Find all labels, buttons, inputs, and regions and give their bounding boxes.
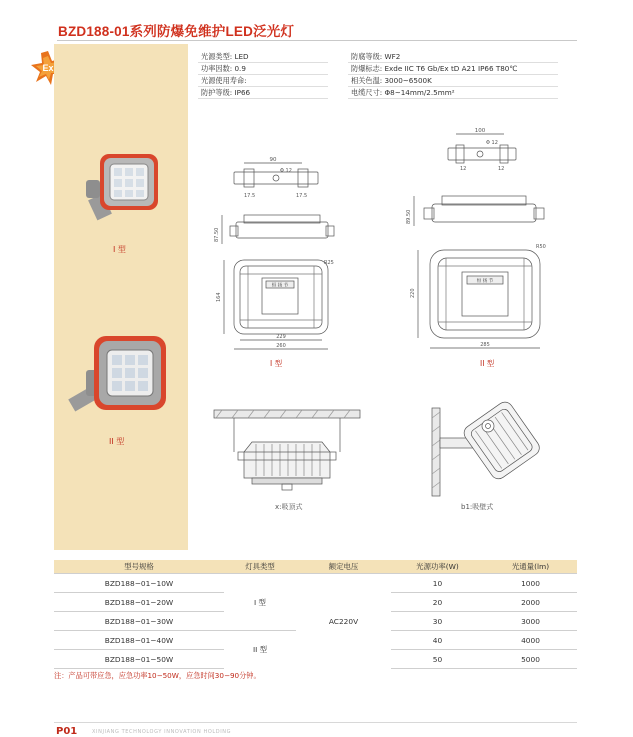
dim2-b: 12: [498, 166, 505, 172]
dim2-w1: 285: [480, 342, 490, 348]
cell-power: 40: [391, 631, 484, 650]
product-label-type1: I 型: [113, 245, 126, 254]
drawing-type2: [404, 126, 554, 354]
dim1-w1: 229: [276, 334, 286, 340]
cell-power: 20: [391, 593, 484, 612]
table-header: 额定电压: [296, 560, 391, 574]
cell-flux: 4000: [484, 631, 577, 650]
ceiling-mount-drawing: [212, 408, 362, 498]
wall-mount-drawing: [430, 388, 540, 498]
ceiling-mount-caption: x:吸顶式: [275, 503, 303, 511]
cell-model: BZD188−01−40W: [54, 631, 224, 650]
dim1-h: 87.50: [214, 227, 220, 242]
spec-rule: [198, 86, 328, 87]
spec-rule: [198, 62, 328, 63]
spec-rule: [198, 74, 328, 75]
dim2-h: 89.50: [406, 209, 412, 224]
cell-power: 10: [391, 574, 484, 593]
spec-rule: [348, 74, 558, 75]
cell-type-group: I 型: [224, 574, 296, 631]
dim1-a: 17.5: [244, 193, 256, 199]
spec-lifespan: 光源使用寿命:: [201, 76, 247, 85]
spec-ip-rating: 防护等级: IP66: [201, 88, 251, 97]
dim1-top: 90: [269, 157, 277, 163]
dim1-hh: 164: [216, 292, 222, 302]
spec-rule: [198, 98, 328, 99]
spec-rule: [348, 98, 558, 99]
cell-power: 30: [391, 612, 484, 631]
dim1-w2: 260: [276, 343, 286, 349]
cell-flux: 2000: [484, 593, 577, 612]
emergency-note: 注：产品可带应急，应急功率10−50W，应急时间30−90分钟。: [54, 671, 261, 680]
footer-rule: [54, 722, 577, 723]
dim1-r: R25: [324, 260, 334, 266]
title-rule: [57, 40, 577, 41]
company-name: XINJIANG TECHNOLOGY INNOVATION HOLDING: [92, 729, 232, 735]
spec-color-temp: 相关色温: 3000~6500K: [351, 76, 432, 85]
cell-model: BZD188−01−30W: [54, 612, 224, 631]
product-label-type2: II 型: [109, 437, 125, 446]
table-header: 光源功率(W): [391, 560, 484, 574]
drawing-caption-type1: I 型: [270, 359, 283, 368]
page-title: BZD188-01系列防爆免维护LED泛光灯: [58, 24, 295, 39]
cell-model: BZD188−01−20W: [54, 593, 224, 612]
ex-badge-text: Ex: [42, 63, 54, 73]
cell-model: BZD188−01−10W: [54, 574, 224, 593]
dim1-plate: 恒 扬 节: [271, 283, 289, 289]
drawing-type1: [214, 150, 354, 355]
dim1-b: 17.5: [296, 193, 308, 199]
dim2-hole: Φ 12: [486, 140, 498, 146]
cell-voltage: AC220V: [296, 574, 391, 669]
spec-rule: [348, 86, 558, 87]
dim2-a: 12: [460, 166, 467, 172]
page-number: P01: [56, 726, 78, 737]
cell-power: 50: [391, 650, 484, 669]
spec-table: [54, 560, 577, 669]
table-header: 灯具类型: [224, 560, 296, 574]
dim1-hole: Φ 12: [280, 168, 292, 174]
spec-cable-size: 电缆尺寸: Φ8~14mm/2.5mm²: [351, 88, 455, 97]
product-photo-type1: [82, 150, 162, 222]
drawing-caption-type2: II 型: [480, 359, 495, 368]
spec-rule: [348, 62, 558, 63]
spec-corrosion: 防腐等级: WF2: [351, 52, 401, 61]
spec-power-factor: 功率因数: 0.9: [201, 64, 246, 73]
dim2-plate: 恒 扬 节: [476, 279, 494, 284]
table-row: [54, 574, 577, 593]
spec-light-source: 光源类型: LED: [201, 52, 249, 61]
table-header: 型号规格: [54, 560, 224, 574]
dim2-top: 100: [474, 128, 486, 134]
dim2-r: R50: [536, 244, 546, 250]
cell-flux: 5000: [484, 650, 577, 669]
table-header: 光通量(lm): [484, 560, 577, 574]
wall-mount-caption: b1:吸壁式: [461, 503, 494, 511]
cell-flux: 3000: [484, 612, 577, 631]
dim2-hh: 220: [410, 288, 416, 298]
cell-flux: 1000: [484, 574, 577, 593]
spec-explosion-mark: 防爆标志: Exde IIC T6 Gb/Ex tD A21 IP66 T80℃: [351, 64, 518, 73]
cell-model: BZD188−01−50W: [54, 650, 224, 669]
cell-type-group: II 型: [224, 631, 296, 669]
product-image-panel: [54, 44, 188, 550]
product-photo-type2: [64, 330, 174, 420]
